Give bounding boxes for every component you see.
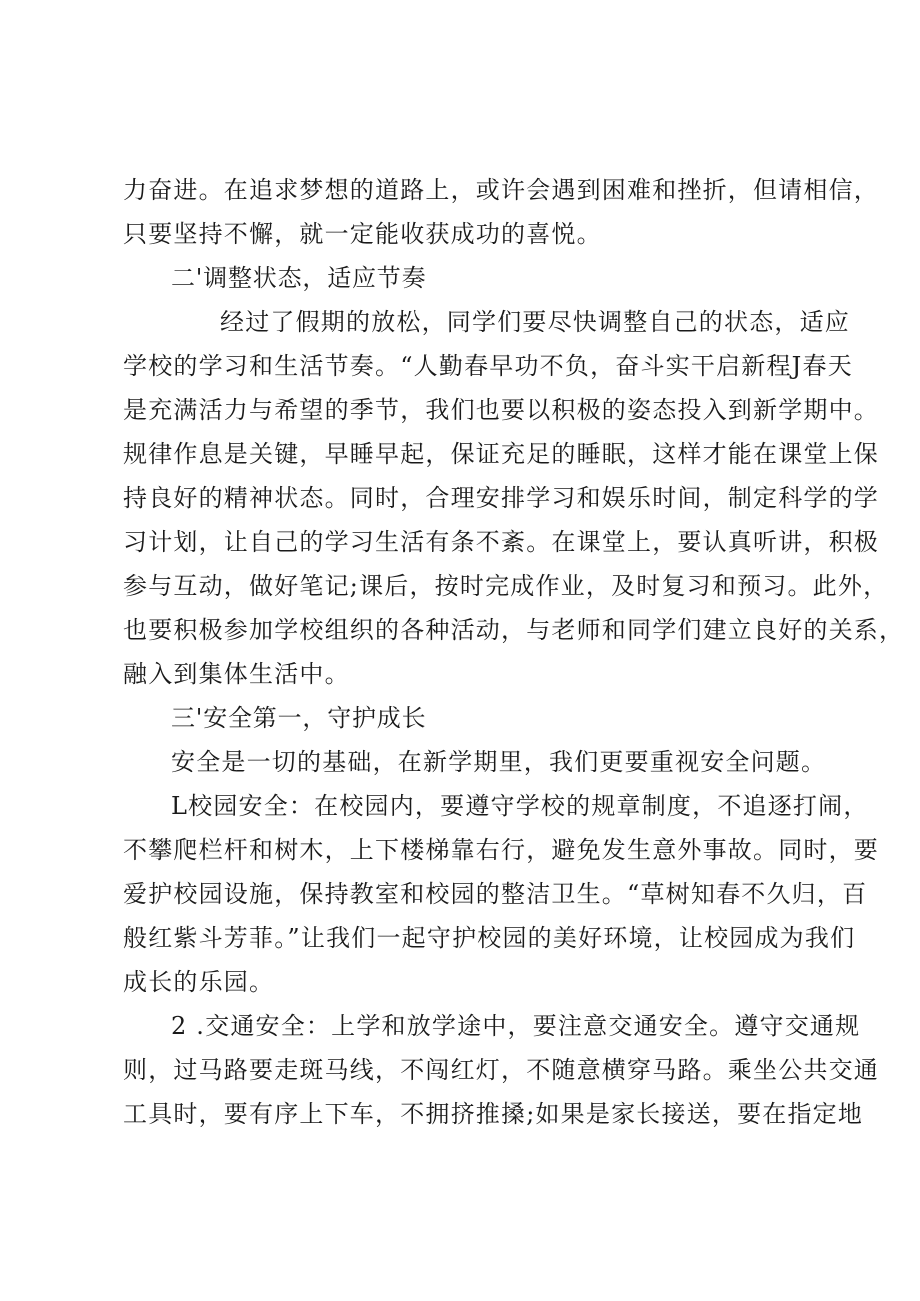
paragraph-line: 只要坚持不懈，就一定能收获成功的喜悦。 (123, 220, 602, 248)
paragraph-line: 习计划，让自己的学习生活有条不紊。在课堂上，要认真听讲，积极 (123, 528, 879, 556)
paragraph-line: 学校的学习和生活节奏。“人勤春早功不负，奋斗实干启新程J春天 (123, 352, 853, 380)
paragraph-line: 成长的乐园。 (123, 968, 275, 996)
paragraph-line: 安全是一切的基础，在新学期里，我们更要重视安全问题。 (171, 748, 827, 776)
paragraph-line: 参与互动，做好笔记;课后，按时完成作业，及时复习和预习。此外， (123, 572, 889, 600)
paragraph-line: 持良好的精神状态。同时，合理安排学习和娱乐时间，制定科学的学 (123, 484, 879, 512)
paragraph-line: 力奋进。在追求梦想的道路上，或许会遇到困难和挫折，但请相信， (123, 176, 879, 204)
paragraph-line: 是充满活力与希望的季节，我们也要以积极的姿态投入到新学期中。 (123, 396, 879, 424)
section-heading-3: 三'安全第一，守护成长 (171, 704, 427, 732)
paragraph-line: 经过了假期的放松，同学们要尽快调整自己的状态，适应 (220, 308, 850, 336)
section-heading-2: 二'调整状态，适应节奏 (171, 264, 427, 292)
paragraph-line: 规律作息是关键，早睡早起，保证充足的睡眠，这样才能在课堂上保 (123, 440, 879, 468)
paragraph-line: 工具时，要有序上下车，不拥挤推搡;如果是家长接送，要在指定地 (123, 1100, 864, 1128)
paragraph-line: 融入到集体生活中。 (123, 660, 350, 688)
paragraph-line: 爱护校园设施，保持教室和校园的整洁卫生。“草树知春不久归，百 (123, 880, 868, 908)
paragraph-line: 不攀爬栏杆和树木，上下楼梯靠右行，避免发生意外事故。同时，要 (123, 836, 879, 864)
paragraph-line: 则，过马路要走斑马线，不闯红灯，不随意横穿马路。乘坐公共交通 (123, 1056, 879, 1084)
paragraph-line: 也要积极参加学校组织的各种活动，与老师和同学们建立良好的关系， (123, 616, 905, 644)
list-item-campus-safety: L校园安全：在校园内，要遵守学校的规章制度，不追逐打闹， (171, 792, 869, 820)
paragraph-line: 般红紫斗芳菲。”让我们一起守护校园的美好环境，让校园成为我们 (123, 924, 856, 952)
list-item-traffic-safety: 2 .交通安全：上学和放学途中，要注意交通安全。遵守交通规 (171, 1012, 861, 1040)
